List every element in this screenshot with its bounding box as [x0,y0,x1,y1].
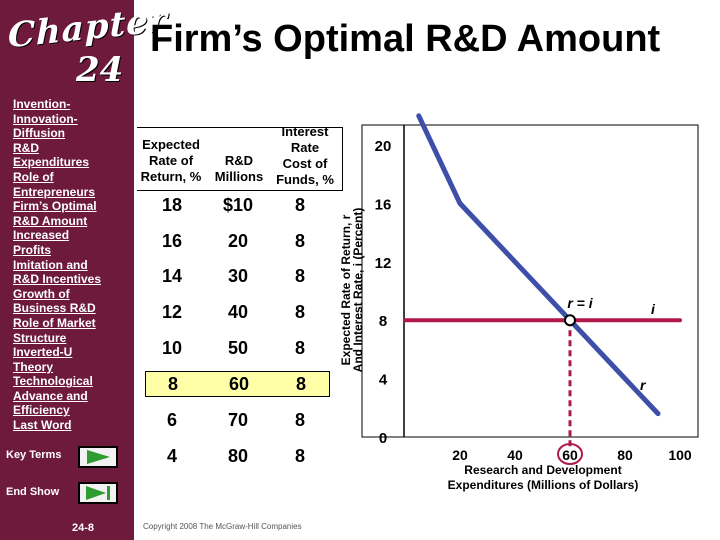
header-rd-line: R&D [224,153,254,168]
header-return-line: Return, % [140,169,202,184]
series-label-i: i [651,301,655,318]
x-axis-label: Expenditures (Millions of Dollars) [447,478,639,492]
cell-rd: 60 [228,374,250,394]
cell-rd: 20 [227,231,249,251]
sidebar-nav-item[interactable]: Entrepreneurs [13,184,96,199]
header-interest-line: Funds, % [276,172,334,187]
sidebar-nav-item[interactable]: Imitation and [13,257,88,272]
y-tick-label: 20 [374,138,392,155]
cell-rd: 80 [227,446,249,466]
cell-return: 18 [161,195,183,215]
end-show-label: End Show [6,486,60,498]
sidebar-nav-item[interactable]: Invention- [13,97,71,111]
cell-return: 16 [161,231,183,251]
x-tick-label: 80 [617,447,633,463]
sidebar-nav-item[interactable]: Innovation- [13,111,78,126]
y-axis-label: Expected Rate of Return, r [339,214,353,366]
cell-return: 14 [161,266,183,286]
x-tick-label: 20 [452,447,468,463]
chapter-logo-word: Chapter [8,0,168,57]
sidebar-nav-item[interactable]: Technological [13,374,93,389]
sidebar-nav-item[interactable]: Increased [13,228,70,243]
sidebar-nav-item[interactable]: Growth of [13,286,70,301]
header-rd-line: Millions [214,169,264,184]
cell-interest: 8 [295,374,306,394]
sidebar-nav-item[interactable]: R&D [13,140,39,155]
y-axis-label: And Interest Rate, i (Percent) [351,207,365,373]
cell-return: 12 [161,302,183,322]
cell-return: 6 [166,410,177,430]
x-axis-label: Research and Development [464,463,622,477]
y-tick-label: 8 [378,313,388,331]
cell-interest: 8 [294,195,305,215]
cell-rd: 70 [227,410,249,430]
cell-return: 10 [161,338,183,358]
cell-interest: 8 [294,231,305,251]
page-number: 24-8 [72,522,95,534]
sidebar-nav-item[interactable]: Theory [13,359,54,374]
sidebar-nav-item[interactable]: Profits [13,242,52,257]
sidebar-nav-item[interactable]: R&D Incentives [13,272,102,287]
sidebar-nav-item[interactable]: Last Word [13,418,72,433]
sidebar-nav-item[interactable]: Firm’s Optimal [13,199,97,214]
sidebar-nav-item[interactable]: R&D Amount [13,213,88,228]
cell-interest: 8 [294,446,305,466]
x-tick-label: 60 [562,447,578,463]
cell-interest: 8 [294,338,305,358]
copyright-footer: Copyright 2008 The McGraw-Hill Companies [143,522,302,531]
cell-rd: 30 [227,266,249,286]
sidebar-nav-item[interactable]: Expenditures [13,155,90,170]
y-tick-label: 12 [374,254,392,272]
sidebar-nav-item[interactable]: Role of [13,169,54,184]
header-interest-line: Cost of [282,156,328,171]
sidebar-nav-item[interactable]: Efficiency [13,403,70,418]
cell-rd: $10 [222,195,254,215]
header-return-line: Rate of [148,153,194,168]
cell-interest: 8 [294,266,305,286]
y-tick-label: 16 [374,196,392,214]
cell-rd: 50 [227,338,249,358]
sidebar-nav-item[interactable]: Advance and [13,388,88,403]
page-title: Firm’s Optimal R&D Amount [150,18,661,60]
sidebar-nav-item[interactable]: Diffusion [13,126,65,141]
x-tick-label: 40 [507,447,523,463]
y-tick-label: 4 [378,371,388,389]
cell-return: 4 [166,446,177,466]
header-interest-line: Rate [290,140,320,155]
header-return-line: Expected [142,137,200,152]
cell-return: 8 [167,374,178,394]
cell-interest: 8 [294,302,305,322]
series-line-r [419,116,658,414]
x-tick-label: 100 [668,447,692,463]
chapter-logo-number: 24 [76,50,124,90]
series-label-r: r [640,377,646,393]
cell-rd: 40 [227,302,249,322]
sidebar-nav-item[interactable]: Inverted-U [13,345,73,360]
sidebar-nav-item[interactable]: Structure [13,330,67,345]
sidebar-nav-item[interactable]: Business R&D [13,301,96,316]
sidebar-nav-item[interactable]: Role of Market [13,315,96,330]
intersection-label: r = i [567,295,593,312]
cell-interest: 8 [294,410,305,430]
key-terms-label: Key Terms [6,449,62,461]
y-tick-label: 0 [378,430,388,447]
intersection-point [565,315,575,325]
header-interest-line: Interest [281,124,329,139]
